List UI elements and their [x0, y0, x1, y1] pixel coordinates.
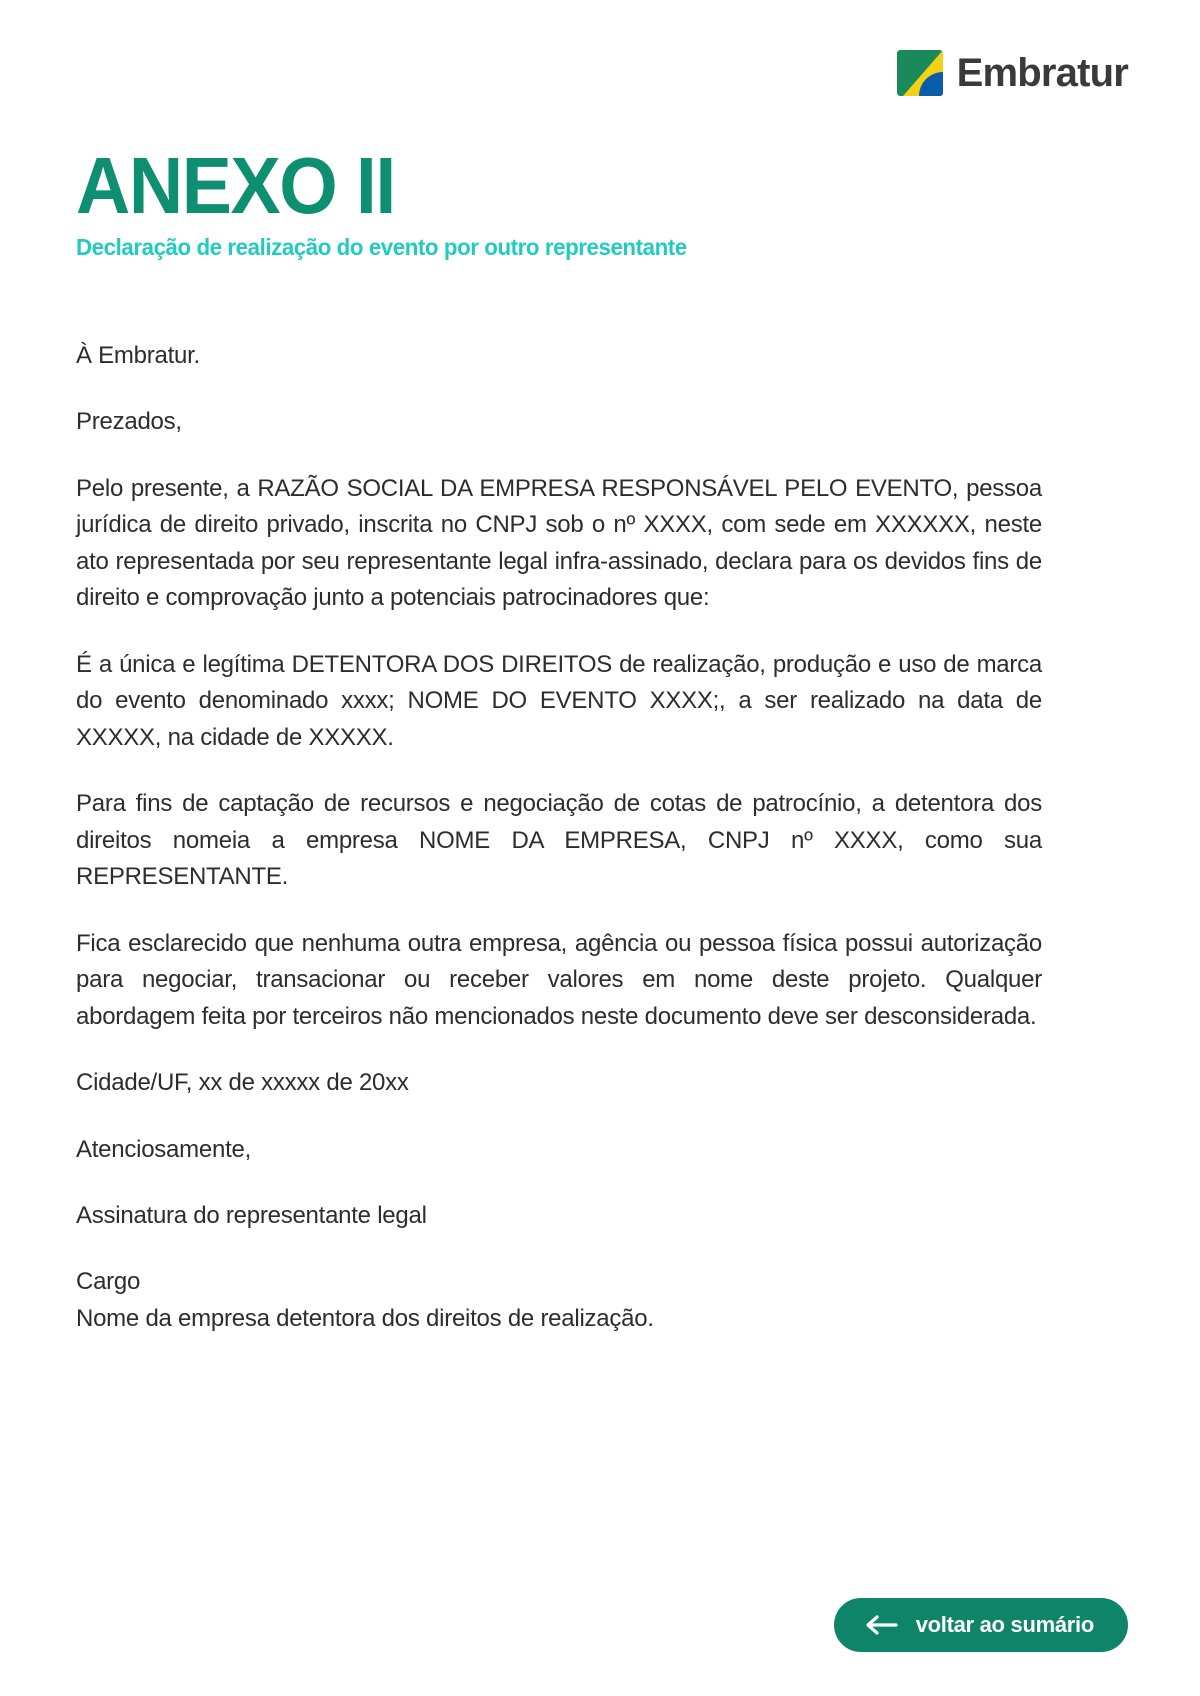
back-to-summary-label: voltar ao sumário	[915, 1612, 1094, 1637]
paragraph-disclaimer: Fica esclarecido que nenhuma outra empresa, agência ou pessoa física possui autorização para negociar, transacionar ou receber valores em nome deste projeto. Qualquer abordagem feita por terceiros não mencionados neste documento deve ser desconsiderada.	[76, 929, 1042, 1030]
embratur-flag-mark-icon	[897, 50, 943, 96]
page-title: ANEXO II	[76, 141, 395, 230]
embratur-logo	[897, 50, 1128, 96]
document-body	[76, 338, 1042, 1367]
embratur-wordmark: Embratur	[956, 51, 1128, 95]
paragraph-declaration: Pelo presente, a RAZÃO SOCIAL DA EMPRESA RESPONSÁVEL PELO EVENTO, pessoa jurídica de direito privado, inscrita no CNPJ sob o nº XXXX, com sede em XXXXXX, neste ato representada por seu representante legal infra-assinado, declara para os devidos fins de direito e comprovação junto a potenciais patrocinadores que:	[76, 474, 1042, 612]
paragraph-rights-holder: É a única e legítima DETENTORA DOS DIREITOS de realização, produção e uso de marca do evento denominado xxxx; NOME DO EVENTO XXXX;, a ser realizado na data de XXXXX, na cidade de XXXXX.	[76, 650, 1042, 751]
arrow-left-icon	[864, 1614, 898, 1636]
company-label: Nome da empresa detentora dos direitos de realização.	[76, 1304, 654, 1332]
role-label: Cargo	[76, 1268, 141, 1296]
paragraph-representative: Para fins de captação de recursos e negociação de cotas de patrocínio, a detentora dos direitos nomeia a empresa NOME DA EMPRESA, CNPJ nº XXXX, como sua REPRESENTANTE.	[76, 790, 1042, 891]
place-and-date: Cidade/UF, xx de xxxxx de 20xx	[76, 1069, 409, 1097]
back-to-summary-button[interactable]	[834, 1598, 1128, 1652]
greeting: Prezados,	[76, 408, 182, 436]
signature-label: Assinatura do representante legal	[76, 1201, 427, 1229]
page-subtitle: Declaração de realização do evento por outro representante	[76, 234, 687, 260]
title-block	[76, 141, 1076, 262]
closing-salutation: Atenciosamente,	[76, 1135, 252, 1163]
salutation: À Embratur.	[76, 342, 200, 369]
